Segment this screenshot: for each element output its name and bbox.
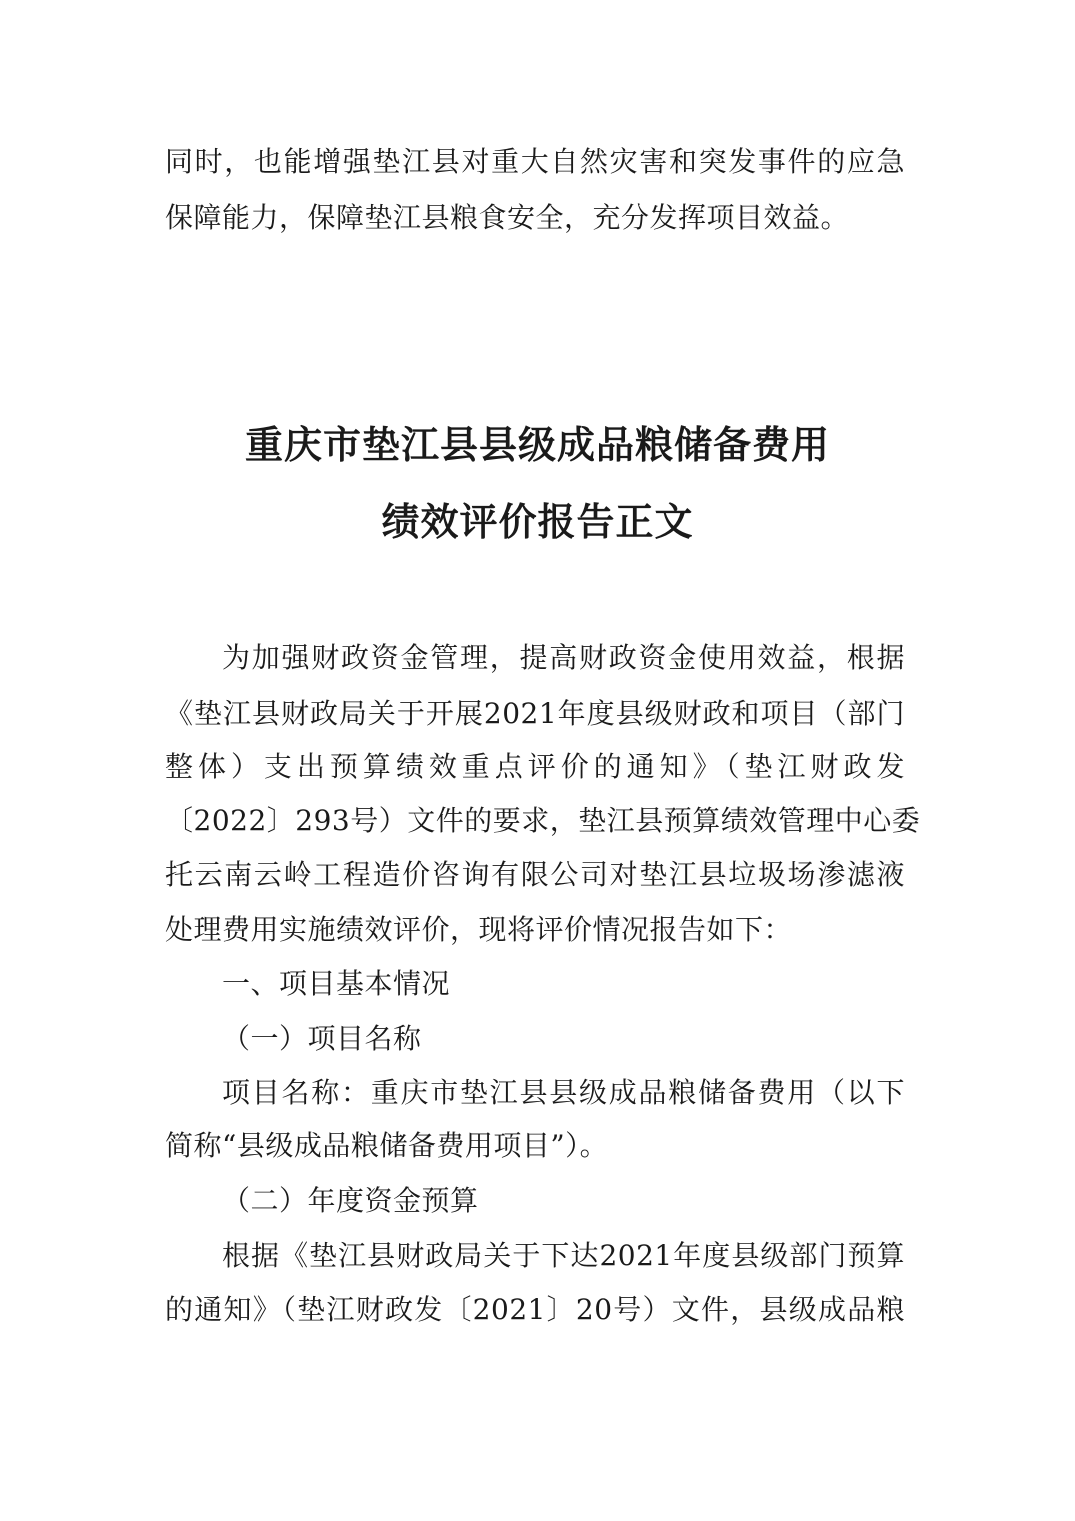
body-line-2: 《垫江县财政局关于开展2021年度县级财政和项目（部门 (165, 697, 905, 730)
body-line-7: 项目名称：重庆市垫江县县级成品粮储备费用（以下 (222, 1076, 905, 1109)
body-line-1: 为加强财政资金管理，提高财政资金使用效益，根据 (222, 641, 905, 674)
report-title-line-1: 重庆市垫江县县级成品粮储备费用 (244, 422, 830, 467)
body-line-4: 〔2022〕293号）文件的要求，垫江县预算绩效管理中心委 (165, 804, 921, 837)
body-line-6: 处理费用实施绩效评价，现将评价情况报告如下： (165, 913, 793, 946)
body-line-8: 简称“县级成品粮储备费用项目”）。 (165, 1129, 609, 1162)
body-line-9: 根据《垫江县财政局关于下达2021年度县级部门预算 (222, 1239, 905, 1272)
body-line-3: 整体）支出预算绩效重点评价的通知》（垫江财政发 (165, 750, 905, 783)
subsection-heading-2: （二）年度资金预算 (222, 1184, 479, 1217)
report-title-line-2: 绩效评价报告正文 (381, 499, 694, 544)
body-line-10: 的通知》（垫江财政发〔2021〕20号）文件，县级成品粮 (165, 1293, 905, 1326)
intro-line-1: 同时，也能增强垫江县对重大自然灾害和突发事件的应急 (165, 145, 905, 178)
body-line-5: 托云南云岭工程造价咨询有限公司对垫江县垃圾场渗滤液 (165, 858, 905, 891)
intro-line-2: 保障能力，保障垫江县粮食安全，充分发挥项目效益。 (165, 201, 850, 234)
subsection-heading-1: （一）项目名称 (222, 1022, 422, 1055)
section-heading-1: 一、项目基本情况 (222, 967, 451, 1000)
